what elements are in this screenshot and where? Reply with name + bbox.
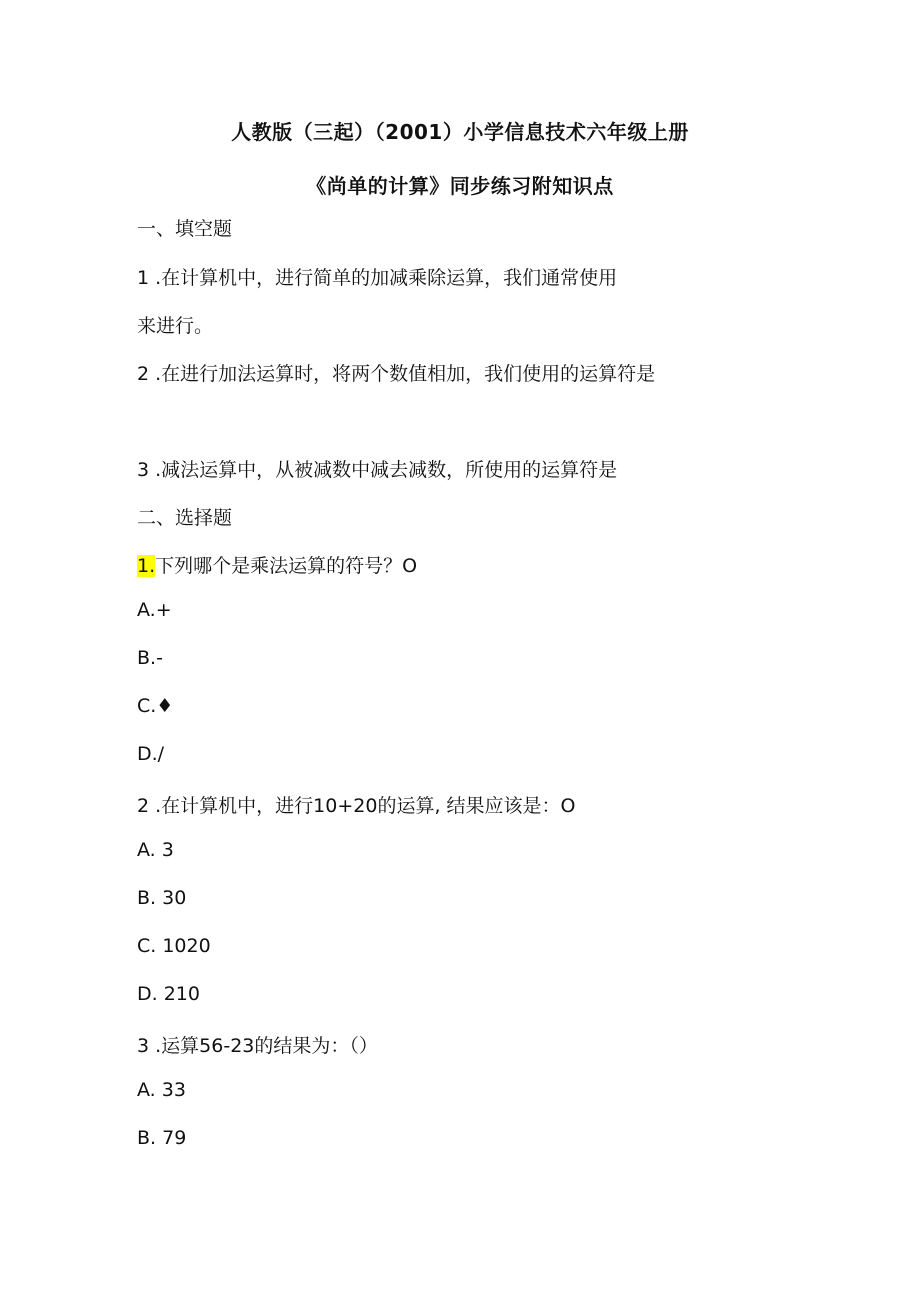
fill-question-1-continued: 来进行。 [137,315,214,337]
option-d: D./ [137,743,165,765]
choice-question-1-text: 下列哪个是乘法运算的符号？O [155,555,418,577]
option-b: B.- [137,647,163,669]
choice-question-3: 3 .运算56-23的结果为：（） [137,1035,378,1057]
fill-question-3: 3 .减法运算中，从被减数中减去减数，所使用的运算符是 [137,459,618,481]
option-c: C. 1020 [137,935,211,957]
section-heading-fill-blank: 一、填空题 [137,218,233,240]
document-title: 人教版（三起）（2001）小学信息技术六年级上册 [231,120,689,144]
option-d: D. 210 [137,983,200,1005]
option-b: B. 30 [137,887,187,909]
fill-question-2: 2 .在进行加法运算时，将两个数值相加，我们使用的运算符是 [137,363,656,385]
choice-question-2: 2 .在计算机中，进行10+20的运算, 结果应该是：O [137,795,576,817]
option-b: B. 79 [137,1127,187,1149]
option-a: A. 3 [137,839,174,861]
fill-question-1: 1 .在计算机中，进行简单的加减乘除运算，我们通常使用 [137,267,618,289]
option-c: C.♦ [137,695,174,717]
highlighted-question-number: 1. [137,555,156,577]
choice-question-1 [137,551,417,578]
option-a: A. 33 [137,1079,186,1101]
option-a: A.+ [137,599,172,621]
document-subtitle: 《尚单的计算》同步练习附知识点 [306,174,614,198]
section-heading-choice: 二、选择题 [137,507,233,529]
